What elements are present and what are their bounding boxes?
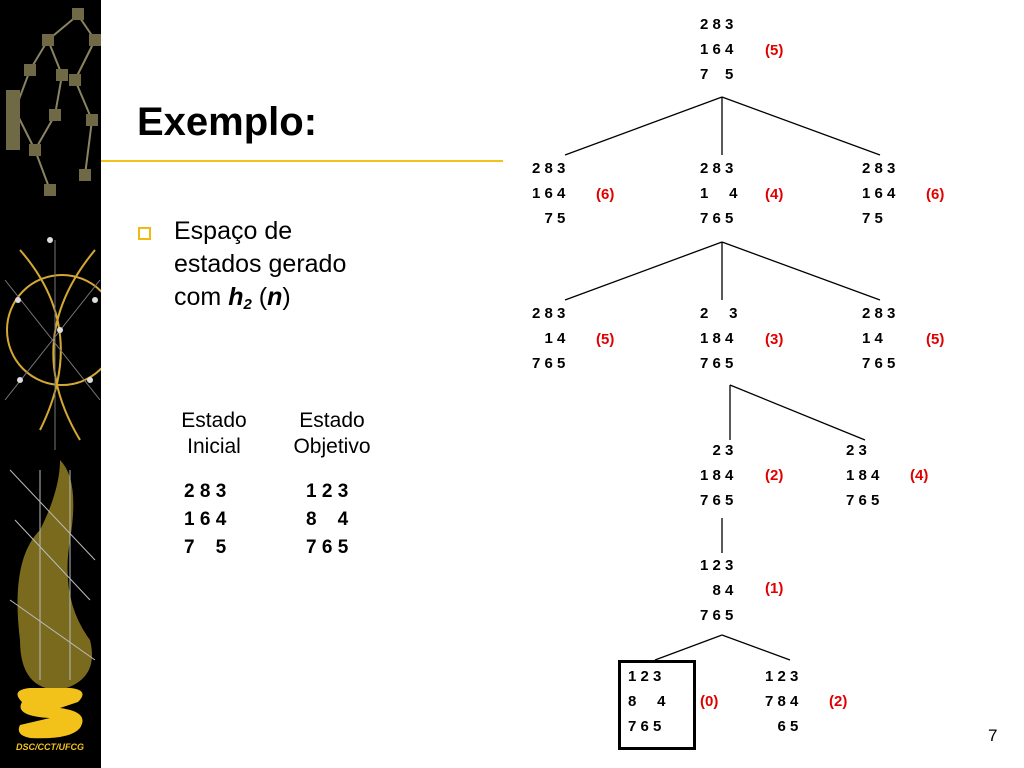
bullet-line-2: estados gerado [174,250,347,278]
tree-node-l1-a-h: (6) [596,186,615,203]
heuristic-arg: n [267,283,283,311]
paren-close: ) [282,283,291,311]
tree-node-l2-c: 2 8 3 1 4 7 6 5 [862,305,896,372]
tree-node-l1-a: 2 8 3 1 6 4 7 5 [532,160,566,227]
tree-node-l1-b: 2 8 3 1 4 7 6 5 [700,160,738,227]
tree-node-l3-b-h: (4) [910,467,929,484]
tree-node-l4-h: (1) [765,580,784,597]
tree-node-l5-b-h: (2) [829,693,848,710]
tree-node-goal: 1 2 3 8 4 7 6 5 [628,668,666,735]
logo-text: DSC/CCT/UFCG [16,742,84,752]
tree-node-goal-h: (0) [700,693,719,710]
tree-node-l2-b-h: (3) [765,331,784,348]
tree-node-l3-a: 2 3 1 8 4 7 6 5 [700,442,734,509]
bullet-line-3-prefix: com [174,283,229,311]
tree-node-l2-a-h: (5) [596,331,615,348]
tree-node-l1-b-h: (4) [765,186,784,203]
tree-node-l3-b: 2 3 1 8 4 7 6 5 [846,442,880,509]
tree-node-l1-c: 2 8 3 1 6 4 7 5 [862,160,896,227]
tree-node-root-h: (5) [765,42,784,59]
tree-node-l4: 1 2 3 8 4 7 6 5 [700,557,734,624]
tree-node-l5-b: 1 2 3 7 8 4 6 5 [765,668,799,735]
tree-node-l2-a: 2 8 3 1 4 7 6 5 [532,305,566,372]
initial-state-grid: 2 8 3 1 6 4 7 5 [184,481,227,558]
tree-node-root: 2 8 3 1 6 4 7 5 [700,16,734,83]
slide-title: Exemplo: [137,100,318,144]
paren-open: ( [251,283,268,311]
tree-node-l3-a-h: (2) [765,467,784,484]
initial-state-label: Estado Inicial [181,409,247,458]
tree-node-l1-c-h: (6) [926,186,945,203]
bullet-line-1: Espaço de [174,217,293,245]
heuristic-symbol: h [228,283,244,311]
heuristic-subscript: 2 [243,296,252,313]
page-number: 7 [988,726,998,745]
goal-state-label: Estado Objetivo [293,409,371,458]
goal-state-grid: 1 2 3 8 4 7 6 5 [306,481,349,558]
tree-node-l2-b: 2 3 1 8 4 7 6 5 [700,305,738,372]
tree-node-l2-c-h: (5) [926,331,945,348]
